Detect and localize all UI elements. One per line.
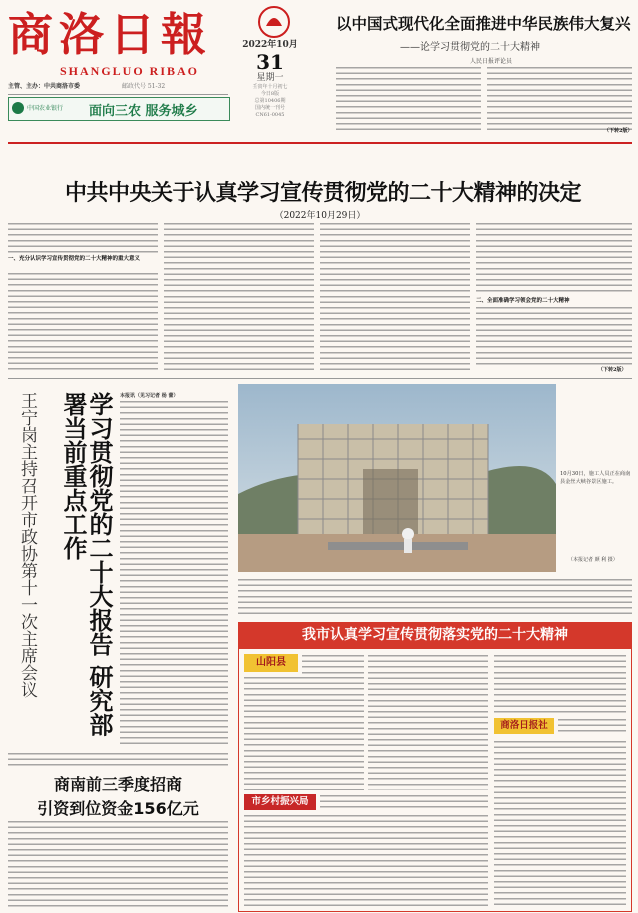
news-photo xyxy=(238,384,556,572)
newspaper-body-c xyxy=(494,740,626,906)
newspaper-body-b xyxy=(558,718,626,736)
section-banner: 我市认真学习宣传贯彻落实党的二十大精神 xyxy=(238,622,632,648)
sponsor-text: 主管、主办：中共商洛市委 xyxy=(8,83,81,90)
tag-shanyang: 山阳县 xyxy=(244,654,298,672)
masthead-pinyin: SHANGLUO RIBAO xyxy=(60,64,200,78)
top-story-headline: 以中国式现代化全面推进中华民族伟大复兴 xyxy=(336,15,631,33)
bank-logo-icon xyxy=(12,102,24,114)
lead-body-col2 xyxy=(164,222,314,372)
emblem-icon xyxy=(256,4,292,40)
lead-body-col4b xyxy=(476,306,632,368)
lead-section-2: 二、全面准确学习领会党的二十大精神 xyxy=(476,298,570,304)
date-weekday: 星期一 xyxy=(256,73,284,83)
construction-photo-image xyxy=(238,384,556,572)
info-line: CN61-0045 xyxy=(255,112,285,118)
left-story-title: 学习贯彻党的二十大报告 研究部署当前重点工作 xyxy=(59,392,113,737)
lead-body-col3 xyxy=(320,222,470,372)
info-line: 总第10406期 xyxy=(254,98,286,104)
bottom-left-body xyxy=(8,820,228,908)
info-line: 今日8版 xyxy=(260,91,280,97)
bottom-left-headline-2: 引资到位资金156亿元 xyxy=(37,799,199,818)
lead-section-1: 一、充分认识学习宣传贯彻党的二十大精神的重大意义 xyxy=(8,256,141,262)
rural-body-a xyxy=(320,794,488,812)
right-story-body xyxy=(238,578,632,618)
left-story-body xyxy=(120,400,228,745)
left-story-byline: 本报讯（见习记者 杨 蕾） xyxy=(120,393,179,399)
top-story-continued: （下转2版） xyxy=(604,128,633,134)
contact-text: 邮政代号 51-32 xyxy=(121,83,166,90)
bank-slogan: 面向三农 服务城乡 xyxy=(89,104,198,119)
lead-continued: （下转2版） xyxy=(598,367,627,373)
lead-date: （2022年10月29日） xyxy=(274,211,366,221)
date-day: 31 xyxy=(256,50,284,74)
date-month: 2022年10月 xyxy=(242,40,298,50)
newspaper-masthead: 商洛日報 xyxy=(8,8,213,61)
lead-body-col4 xyxy=(476,222,632,294)
top-story-body-col1 xyxy=(336,66,481,134)
top-story-source: 人民日报评论员 xyxy=(470,58,513,65)
sponsor-line xyxy=(8,82,230,91)
info-line: 国内统一刊号 xyxy=(254,105,285,111)
shanyang-body-a xyxy=(244,676,364,790)
rural-body-b xyxy=(244,814,488,906)
bank-ad xyxy=(8,97,230,121)
left-story-body-tail xyxy=(8,752,228,766)
date-box xyxy=(232,40,308,119)
tag-rural-revitalization-bureau: 市乡村振兴局 xyxy=(244,794,316,810)
top-story-body-col2 xyxy=(487,66,632,134)
photo-credit: （本报记者 颜 利 摄） xyxy=(568,557,618,563)
top-story-subhead: ——论学习贯彻党的二十大精神 xyxy=(400,42,540,53)
shanyang-body-b xyxy=(302,654,364,674)
tag-shangluo-daily: 商洛日报社 xyxy=(494,718,554,734)
lead-body-col1 xyxy=(8,272,158,372)
newspaper-body-a xyxy=(494,654,626,714)
lead-body-intro xyxy=(8,222,158,256)
left-story-subtitle: 王宁岗主持召开市政协第十一次主席会议 xyxy=(17,392,37,698)
bottom-left-headline-1: 商南前三季度招商 xyxy=(53,775,182,794)
photo-caption: 10月30日，施工人员正在商南县金丝大峡谷景区施工。 xyxy=(560,471,631,485)
lead-headline: 中共中央关于认真学习宣传贯彻党的二十大精神的决定 xyxy=(64,181,581,206)
shanyang-body-c xyxy=(368,654,488,790)
bank-name: 中国农业银行 xyxy=(27,105,64,112)
info-line: 壬寅年十月初七 xyxy=(252,84,288,90)
